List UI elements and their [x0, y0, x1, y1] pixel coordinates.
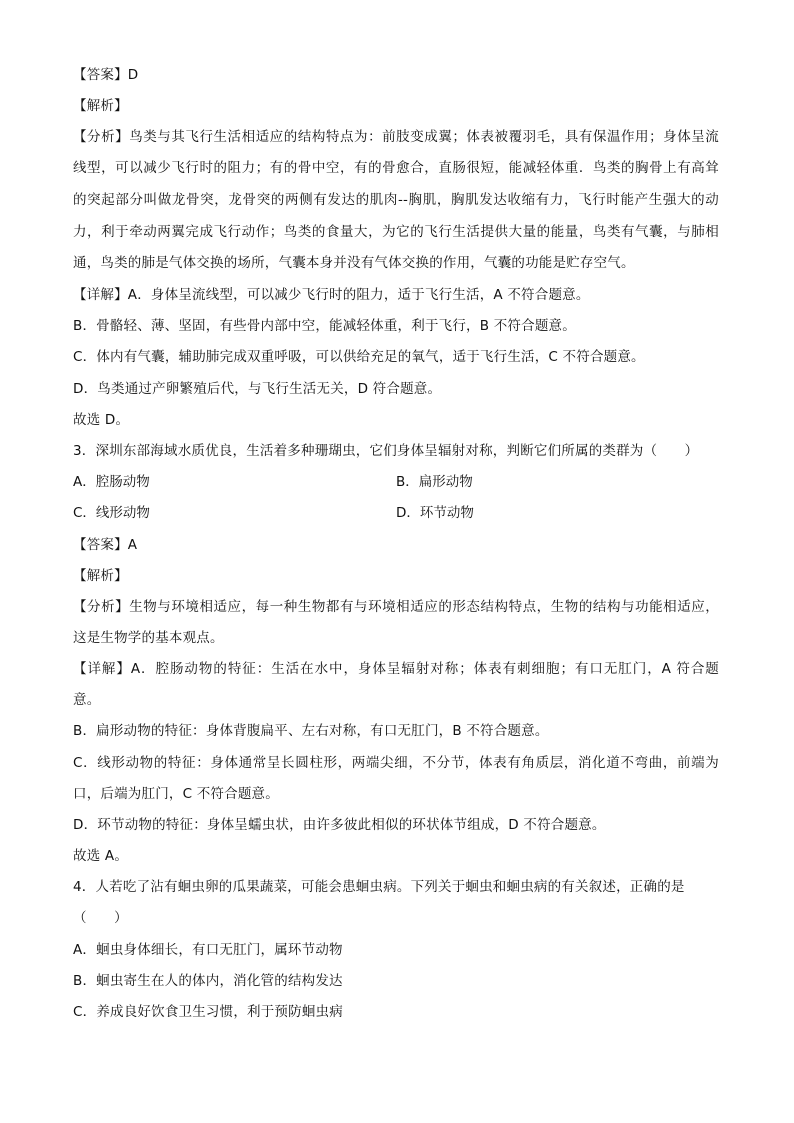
q3-answer: 【答案】A — [73, 537, 138, 553]
q3-option-c: C．线形动物 — [73, 505, 150, 521]
q3-detail-a-cont: 意。 — [73, 692, 101, 708]
q3-detail-c: C．线形动物的特征：身体通常呈长圆柱形，两端尖细，不分节，体表有角质层，消化道不弯曲，前端为 — [73, 755, 719, 771]
q2-analysis-line-2: 线型，可以减少飞行时的阻力；有的骨中空，有的骨愈合，直肠很短，能减轻体重．鸟类的胸骨上有高耸 — [73, 160, 719, 176]
q4-stem-line-1: 4．人若吃了沾有蛔虫卵的瓜果蔬菜，可能会患蛔虫病。下列关于蛔虫和蛔虫病的有关叙述，正确的是 — [73, 879, 685, 895]
q3-conclusion: 故选 A。 — [73, 848, 129, 864]
q2-analysis-line-5: 通，鸟类的肺是气体交换的场所，气囊本身并没有气体交换的作用，气囊的功能是贮存空气。 — [73, 255, 635, 271]
q3-detail-b: B．扁形动物的特征：身体背腹扁平、左右对称，有口无肛门，B 不符合题意。 — [73, 723, 549, 739]
q2-detail-d: D．鸟类通过产卵繁殖后代，与飞行生活无关，D 符合题意。 — [73, 381, 442, 397]
q4-option-c: C．养成良好饮食卫生习惯，利于预防蛔虫病 — [73, 1004, 343, 1020]
q3-option-a: A．腔肠动物 — [73, 474, 150, 490]
q2-detail-b: B．骨骼轻、薄、坚固，有些骨内部中空，能减轻体重，利于飞行，B 不符合题意。 — [73, 318, 576, 334]
q2-analysis-heading: 【解析】 — [73, 98, 128, 114]
q4-stem-line-2: （ ） — [73, 910, 128, 926]
q3-detail-d: D．环节动物的特征：身体呈蠕虫状，由许多彼此相似的环状体节组成，D 不符合题意。 — [73, 817, 606, 833]
q2-analysis-line-1: 【分析】鸟类与其飞行生活相适应的结构特点为：前肢变成翼；体表被覆羽毛，具有保温作用；身体呈流 — [73, 129, 719, 145]
q4-option-b: B．蛔虫寄生在人的体内，消化管的结构发达 — [73, 973, 343, 989]
q4-option-a: A．蛔虫身体细长，有口无肛门，属环节动物 — [73, 942, 343, 958]
q3-option-d: D．环节动物 — [396, 505, 474, 521]
q3-stem: 3．深圳东部海域水质优良，生活着多种珊瑚虫，它们身体呈辐射对称，判断它们所属的类群为（ ） — [73, 443, 699, 459]
q2-analysis-line-4: 力，利于牵动两翼完成飞行动作；鸟类的食量大，为它的飞行生活提供大量的能量，鸟类有气囊，与肺相 — [73, 224, 719, 240]
q3-option-b: B．扁形动物 — [396, 474, 473, 490]
q3-detail-c-cont: 口，后端为肛门，C 不符合题意。 — [73, 786, 279, 802]
q3-analysis-heading: 【解析】 — [73, 568, 128, 584]
q2-answer: 【答案】D — [73, 67, 139, 83]
q3-analysis-line-1: 【分析】生物与环境相适应，每一种生物都有与环境相适应的形态结构特点，生物的结构与功能相适应， — [73, 599, 719, 615]
q2-analysis-line-3: 的突起部分叫做龙骨突，龙骨突的两侧有发达的肌肉--胸肌，胸肌发达收缩有力，飞行时能产生强大的动 — [73, 192, 719, 208]
q3-analysis-line-2: 这是生物学的基本观点。 — [73, 630, 224, 646]
q3-detail-a: 【详解】A．腔肠动物的特征：生活在水中，身体呈辐射对称；体表有刺细胞；有口无肛门，A 符合题 — [73, 661, 719, 677]
q2-conclusion: 故选 D。 — [73, 412, 130, 428]
q2-detail-c: C．体内有气囊，辅助肺完成双重呼吸，可以供给充足的氧气，适于飞行生活，C 不符合题意。 — [73, 349, 645, 365]
q2-detail-a: 【详解】A．身体呈流线型，可以减少飞行时的阻力，适于飞行生活，A 不符合题意。 — [73, 287, 590, 303]
